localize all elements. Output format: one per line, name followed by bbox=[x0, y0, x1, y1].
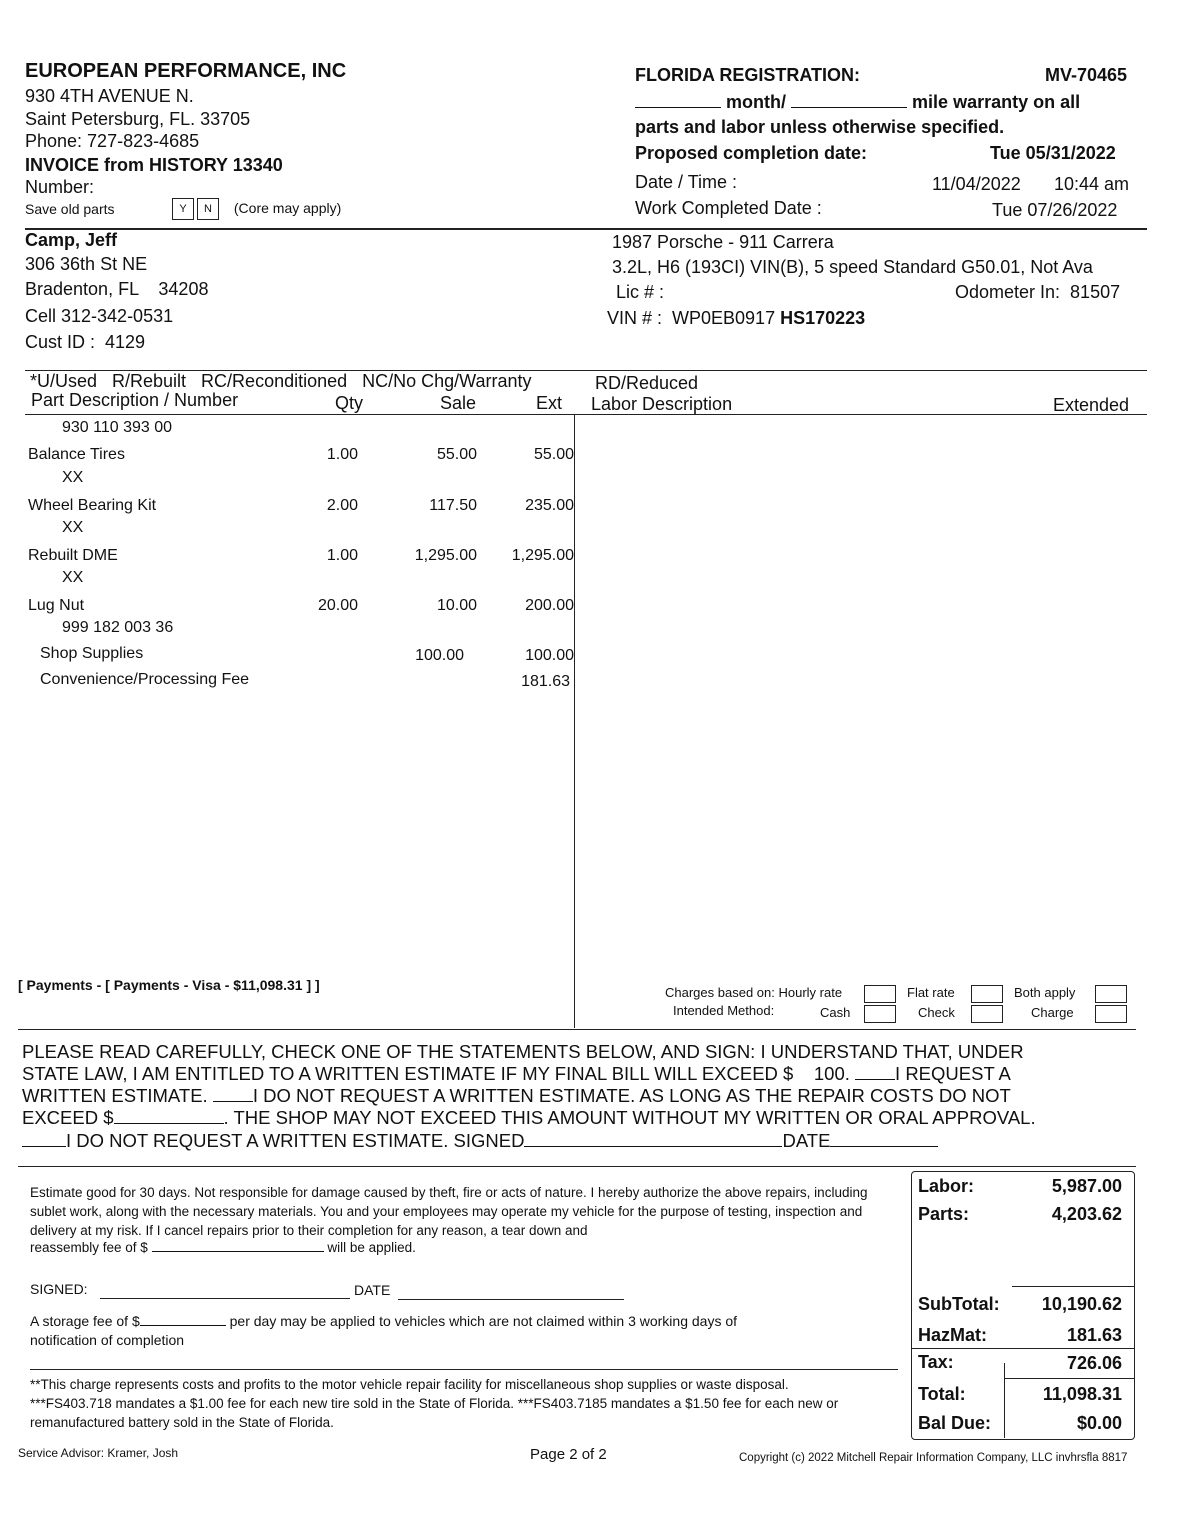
proposed-date-value: Tue 05/31/2022 bbox=[990, 143, 1116, 163]
part-sale: 10.00 bbox=[436, 597, 477, 614]
time-value: 10:44 am bbox=[1054, 174, 1130, 194]
vehicle-engine: 3.2L, H6 (193CI) VIN(B), 5 speed Standard G50.01, Not Ava bbox=[612, 257, 1093, 277]
cash-checkbox[interactable] bbox=[864, 1005, 896, 1023]
part-sub: XX bbox=[62, 519, 84, 536]
part-sub: 999 182 003 36 bbox=[62, 619, 174, 636]
part-qty: 2.00 bbox=[326, 497, 358, 514]
completed-date-value: Tue 07/26/2022 bbox=[992, 200, 1118, 220]
service-advisor: Service Advisor: Kramer, Josh bbox=[18, 1446, 179, 1460]
signed-label: SIGNED: bbox=[30, 1281, 88, 1297]
part-description: Wheel Bearing Kit bbox=[28, 497, 157, 514]
totals-tax-line bbox=[1004, 1378, 1134, 1379]
part-ext: 1,295.00 bbox=[511, 547, 574, 564]
part-sale: 1,295.00 bbox=[414, 547, 477, 564]
col-sale: Sale bbox=[440, 393, 477, 413]
notice-line: EXCEED $ . THE SHOP MAY NOT EXCEED THIS AMOUNT WITHOUT MY WRITTEN OR ORAL APPROVAL. bbox=[22, 1107, 1036, 1128]
part-qty: 1.00 bbox=[326, 547, 358, 564]
col-ext: Ext bbox=[536, 393, 563, 413]
vehicle-model: 1987 Porsche - 911 Carrera bbox=[612, 232, 834, 252]
tax: 726.06 bbox=[1066, 1353, 1122, 1373]
customer-cell: Cell 312-342-0531 bbox=[25, 306, 174, 326]
part-number: 930 110 393 00 bbox=[62, 419, 173, 436]
completed-date-label: Work Completed Date : bbox=[635, 198, 822, 218]
flat-rate-checkbox[interactable] bbox=[971, 985, 1003, 1003]
cash-label: Cash bbox=[820, 1005, 851, 1020]
save-old-parts-label: Save old parts bbox=[25, 201, 115, 217]
intended-method-label: Intended Method: bbox=[673, 1003, 775, 1018]
part-codes-legend: *U/Used R/Rebuilt RC/Reconditioned NC/No Chg/Warranty bbox=[30, 371, 532, 391]
teardown-fee-line: reassembly fee of $ will be applied. bbox=[30, 1240, 416, 1255]
footnote: **This charge represents costs and profits to the motor vehicle repair facility for miscellaneous shop supplies or waste disposal. ***FS403.718 mandates a $1.00 fee for each new tire sold in the State of Florida. ***FS403.7185 mandates a $1.50 fee for each new or remanufactured battery sold in the State of Florida. bbox=[30, 1377, 839, 1430]
page-number: Page 2 of 2 bbox=[530, 1446, 607, 1463]
col-extended: Extended bbox=[1053, 395, 1130, 415]
part-sub: XX bbox=[62, 569, 84, 586]
notice-line: PLEASE READ CAREFULLY, CHECK ONE OF THE STATEMENTS BELOW, AND SIGN: I UNDERSTAND THAT, UNDER bbox=[22, 1041, 1024, 1062]
date-value: 11/04/2022 bbox=[932, 174, 1021, 194]
exceed-amount-blank[interactable] bbox=[114, 1122, 224, 1124]
shop-address-line1: 930 4TH AVENUE N. bbox=[25, 86, 194, 106]
labor-total: 5,987.00 bbox=[1051, 1176, 1122, 1196]
charge-checkbox[interactable] bbox=[1095, 1005, 1127, 1023]
check-label: Check bbox=[918, 1005, 955, 1020]
terms-top-divider bbox=[18, 1166, 1136, 1167]
part-description: Lug Nut bbox=[28, 597, 85, 614]
charges-based-on-label: Charges based on: Hourly rate bbox=[665, 985, 843, 1000]
flat-rate-label: Flat rate bbox=[907, 985, 955, 1000]
part-description: Rebuilt DME bbox=[28, 547, 118, 564]
notice-line: I DO NOT REQUEST A WRITTEN ESTIMATE. SIGNED DATE bbox=[22, 1130, 938, 1152]
warranty-line2: parts and labor unless otherwise specified. bbox=[635, 117, 1005, 137]
invoice-title: INVOICE from HISTORY 13340 bbox=[25, 155, 283, 175]
part-ext: 200.00 bbox=[525, 597, 574, 614]
storage-fee-blank[interactable] bbox=[140, 1324, 226, 1326]
total: 11,098.31 bbox=[1042, 1384, 1122, 1404]
notice-line: STATE LAW, I AM ENTITLED TO A WRITTEN ESTIMATE IF MY FINAL BILL WILL EXCEED $ 100. I REQUEST A bbox=[22, 1063, 1011, 1084]
datetime-label: Date / Time : bbox=[635, 172, 738, 192]
payments-line: [ Payments - [ Payments - Visa - $11,098.31 ] ] bbox=[18, 977, 320, 993]
copyright: Copyright (c) 2022 Mitchell Repair Information Company, LLC invhrsfla 8817 bbox=[739, 1452, 1128, 1464]
yes-checkbox[interactable]: Y bbox=[172, 198, 194, 220]
registration-number: MV-70465 bbox=[1045, 65, 1128, 85]
shop-supplies-sale: 100.00 bbox=[415, 647, 464, 664]
date-line[interactable] bbox=[398, 1299, 624, 1300]
core-note: (Core may apply) bbox=[233, 199, 342, 216]
odometer-in: Odometer In: 81507 bbox=[955, 282, 1121, 302]
no-checkbox[interactable]: N bbox=[197, 198, 219, 220]
request-estimate-blank[interactable] bbox=[855, 1078, 895, 1080]
totals-sum-line bbox=[1012, 1286, 1134, 1287]
parts-total-label: Parts: bbox=[918, 1204, 970, 1224]
both-apply-label: Both apply bbox=[1014, 985, 1076, 1000]
part-sub: XX bbox=[62, 469, 84, 486]
shop-name: EUROPEAN PERFORMANCE, INC bbox=[25, 60, 347, 82]
notice-top-divider bbox=[18, 1029, 1136, 1030]
part-description: Balance Tires bbox=[28, 446, 125, 463]
storage-fee-line2: notification of completion bbox=[30, 1332, 185, 1348]
part-sale: 117.50 bbox=[429, 497, 477, 514]
shop-address-line2: Saint Petersburg, FL. 33705 bbox=[25, 109, 251, 129]
totals-mid-line bbox=[912, 1348, 1134, 1349]
customer-city: Bradenton, FL 34208 bbox=[25, 279, 209, 299]
vin: VIN # : WP0EB0917 HS170223 bbox=[607, 308, 866, 328]
save-old-parts-options bbox=[172, 198, 341, 220]
both-apply-checkbox[interactable] bbox=[1095, 985, 1127, 1003]
date-label: DATE bbox=[354, 1282, 391, 1298]
registration-label: FLORIDA REGISTRATION: bbox=[635, 65, 860, 85]
notice-signature-blank[interactable] bbox=[524, 1145, 782, 1147]
convenience-fee-ext: 181.63 bbox=[521, 673, 570, 690]
hourly-rate-checkbox[interactable] bbox=[864, 985, 896, 1003]
customer-id: Cust ID : 4129 bbox=[25, 332, 146, 352]
subtotal-label: SubTotal: bbox=[918, 1294, 1000, 1314]
part-qty: 20.00 bbox=[317, 597, 358, 614]
balance-due: $0.00 bbox=[1076, 1413, 1122, 1433]
part-ext: 55.00 bbox=[533, 446, 574, 463]
tax-label: Tax: bbox=[918, 1352, 954, 1372]
convenience-fee-label: Convenience/Processing Fee bbox=[40, 671, 250, 688]
part-ext: 235.00 bbox=[525, 497, 574, 514]
no-estimate-blank[interactable] bbox=[22, 1145, 66, 1147]
storage-fee-line: A storage fee of $ per day may be applied to vehicles which are not claimed within 3 working days of bbox=[30, 1313, 738, 1329]
number-label: Number: bbox=[25, 177, 95, 197]
col-part-description: Part Description / Number bbox=[31, 390, 239, 410]
notice-date-blank[interactable] bbox=[830, 1145, 938, 1147]
col-labor-description: Labor Description bbox=[591, 394, 733, 414]
hazmat-label: HazMat: bbox=[918, 1325, 988, 1345]
shop-supplies-ext: 100.00 bbox=[525, 647, 574, 664]
reduced-code: RD/Reduced bbox=[595, 373, 699, 393]
terms-paragraph: Estimate good for 30 days. Not responsible for damage caused by theft, fire or acts of nature. I hereby authorize the above repairs, including sublet work, along with the necessary materials. You and your employees may operate my vehicle for the purpose of testing, inspection and delivery at my risk. If I cancel repairs prior to their completion for any reason, a tear down and bbox=[30, 1185, 868, 1238]
proposed-date-label: Proposed completion date: bbox=[635, 143, 868, 163]
no-estimate-limit-blank[interactable] bbox=[213, 1100, 253, 1102]
totals-divider bbox=[1004, 1363, 1005, 1438]
customer-name: Camp, Jeff bbox=[25, 230, 118, 250]
part-sale: 55.00 bbox=[436, 446, 477, 463]
subtotal: 10,190.62 bbox=[1041, 1294, 1122, 1314]
parts-total: 4,203.62 bbox=[1051, 1204, 1122, 1224]
shop-supplies-label: Shop Supplies bbox=[40, 645, 144, 662]
license-label: Lic # : bbox=[616, 282, 665, 302]
balance-due-label: Bal Due: bbox=[918, 1413, 992, 1433]
shop-phone: Phone: 727-823-4685 bbox=[25, 131, 200, 151]
col-qty: Qty bbox=[335, 393, 364, 413]
customer-street: 306 36th St NE bbox=[25, 254, 148, 274]
charge-label: Charge bbox=[1031, 1005, 1074, 1020]
table-header-divider bbox=[25, 414, 1147, 415]
signature-line[interactable] bbox=[100, 1298, 350, 1299]
warranty-line1: month/ mile warranty on all bbox=[635, 92, 1080, 113]
footnote-divider bbox=[30, 1369, 898, 1370]
hazmat: 181.63 bbox=[1066, 1325, 1122, 1345]
total-label: Total: bbox=[918, 1384, 966, 1404]
teardown-fee-blank[interactable] bbox=[152, 1250, 324, 1252]
notice-line: WRITTEN ESTIMATE. I DO NOT REQUEST A WRITTEN ESTIMATE. AS LONG AS THE REPAIR COSTS DO NOT bbox=[22, 1085, 1011, 1106]
part-qty: 1.00 bbox=[326, 446, 358, 463]
header-divider bbox=[25, 228, 1147, 230]
parts-labor-divider bbox=[574, 414, 575, 1028]
check-checkbox[interactable] bbox=[971, 1005, 1003, 1023]
labor-total-label: Labor: bbox=[918, 1176, 974, 1196]
